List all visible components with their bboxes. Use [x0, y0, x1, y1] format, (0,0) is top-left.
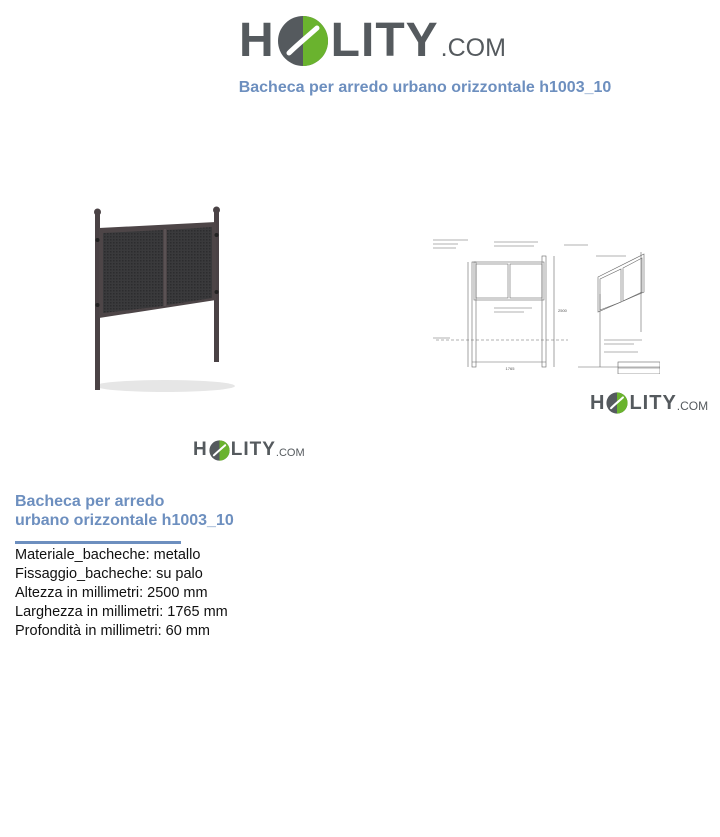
logo-letters-lity: LITY	[330, 14, 439, 67]
product-specs	[15, 546, 228, 641]
logo-domain: .COM	[440, 33, 506, 62]
logo-o-icon	[606, 392, 628, 414]
spec-item: Altezza in millimetri: 2500 mm	[15, 585, 208, 601]
product-title-line1: Bacheca per arredo	[15, 493, 165, 510]
logo-domain: .COM	[275, 447, 305, 459]
holity-logo-small	[590, 390, 708, 416]
product-photo	[80, 200, 250, 400]
logo-o-icon	[209, 440, 230, 461]
logo-domain: .COM	[676, 399, 709, 413]
spec-item: Materiale_bacheche: metallo	[15, 547, 201, 563]
logo-letter-h: H	[590, 392, 606, 414]
logo-letters-lity: LITY	[230, 439, 276, 460]
title-divider	[15, 541, 181, 544]
product-title	[15, 492, 255, 530]
spec-item: Profondità in millimetri: 60 mm	[15, 623, 210, 639]
dimension-height: 2500	[558, 308, 567, 313]
logo-letters-lity: LITY	[629, 392, 677, 414]
spec-item: Larghezza in millimetri: 1765 mm	[15, 604, 228, 620]
page-title: Bacheca per arredo urbano orizzontale h1003_10	[238, 79, 612, 96]
logo-o-icon	[277, 15, 329, 67]
technical-drawing	[428, 222, 660, 374]
logo-letter-h: H	[239, 14, 275, 67]
logo-letter-h: H	[193, 439, 208, 460]
dimension-width: 1765	[505, 366, 515, 371]
holity-logo-small	[193, 438, 305, 462]
holity-logo[interactable]	[239, 11, 506, 71]
product-title-line2: urbano orizzontale h1003_10	[15, 512, 234, 529]
spec-item: Fissaggio_bacheche: su palo	[15, 566, 203, 582]
